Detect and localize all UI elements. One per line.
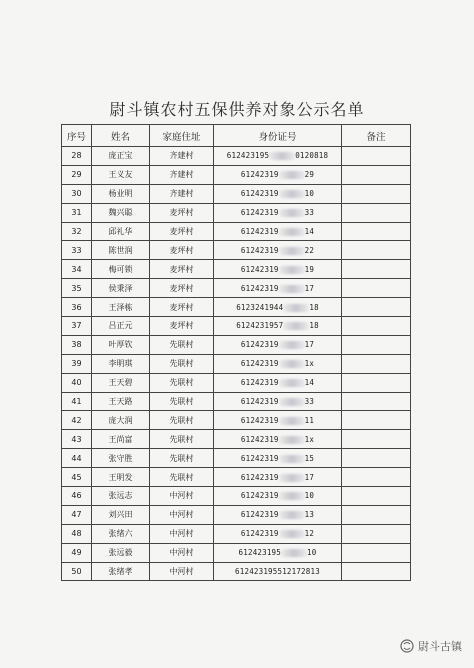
row-name: 魏兴聪 [92,203,150,222]
table-row [62,505,411,524]
id-suffix: 10 [304,491,315,501]
id-redaction-blur [279,398,305,406]
table-row [62,279,411,298]
id-prefix: 61242319 [240,397,279,407]
id-suffix: 19 [304,264,315,274]
id-suffix: 33 [304,208,315,218]
id-redaction-blur [279,360,305,368]
id-redaction-blur [269,152,295,160]
row-serial: 36 [62,298,92,317]
id-suffix: 11 [304,415,315,425]
table-body [62,147,411,581]
row-name: 张绪孝 [92,562,150,581]
id-prefix: 61242319 [240,415,279,425]
row-remarks [342,335,411,354]
watermark [400,638,462,654]
row-serial: 47 [62,505,92,524]
row-remarks [342,449,411,468]
row-address: 先联村 [150,335,214,354]
table-row [62,430,411,449]
id-redaction-blur [283,304,309,312]
row-name: 陈世润 [92,241,150,260]
page-title: 尉斗镇农村五保供养对象公示名单 [109,100,365,119]
table-row [62,203,411,222]
row-name: 张远志 [92,487,150,506]
header-serial: 序号 [62,125,92,147]
table-row [62,487,411,506]
id-redaction-blur [279,379,305,387]
row-address: 麦坪村 [150,241,214,260]
table-row [62,449,411,468]
header-remarks: 备注 [342,125,411,147]
row-remarks [342,147,411,166]
row-address: 齐建村 [150,184,214,203]
row-name: 梅可锁 [92,260,150,279]
row-remarks [342,241,411,260]
id-suffix: 15 [304,453,315,463]
row-address: 齐建村 [150,147,214,166]
row-serial: 35 [62,279,92,298]
row-remarks [342,260,411,279]
row-remarks [342,524,411,543]
table-row [62,147,411,166]
header-id-number: 身份证号 [214,125,342,147]
row-id-number [214,449,342,468]
id-redaction-blur [279,171,305,179]
row-name: 庞正宝 [92,147,150,166]
watermark-text: 尉斗古镇 [418,640,462,653]
row-name: 王明发 [92,468,150,487]
id-prefix: 612423195 [238,548,281,558]
row-address: 先联村 [150,392,214,411]
row-serial: 29 [62,165,92,184]
id-redaction-blur [279,266,305,274]
row-name: 王天碧 [92,373,150,392]
row-id-number [214,354,342,373]
row-address: 麦坪村 [150,279,214,298]
row-id-number [214,147,342,166]
row-remarks [342,354,411,373]
row-serial: 50 [62,562,92,581]
wechat-channel-icon [400,639,414,653]
table-row [62,562,411,581]
row-id-number [214,373,342,392]
id-redaction-blur [283,322,309,330]
row-remarks [342,165,411,184]
row-id-number [214,562,342,581]
row-remarks [342,505,411,524]
table-row [62,165,411,184]
table-row [62,543,411,562]
id-prefix: 61242319 [240,227,279,236]
row-serial: 33 [62,241,92,260]
row-serial: 30 [62,184,92,203]
id-redaction-blur [279,417,305,425]
id-redaction-blur [279,341,305,349]
id-suffix: 22 [304,245,315,255]
id-prefix: 61242319 [240,359,279,369]
row-id-number [214,241,342,260]
row-id-number [214,524,342,543]
id-prefix: 612423195512172813 [235,567,320,577]
table-row [62,354,411,373]
row-serial: 38 [62,335,92,354]
table-row [62,241,411,260]
id-suffix: 13 [304,510,315,520]
id-suffix: 18 [309,302,319,312]
row-serial: 41 [62,392,92,411]
row-name: 杨业明 [92,184,150,203]
row-remarks [342,298,411,317]
row-name: 王天路 [92,392,150,411]
id-suffix: 18 [309,321,319,331]
row-remarks [342,317,411,336]
row-address: 先联村 [150,430,214,449]
row-serial: 43 [62,430,92,449]
row-name: 邱礼华 [92,222,150,241]
id-redaction-blur [279,511,305,519]
row-name: 王义友 [92,165,150,184]
table-row [62,468,411,487]
id-redaction-blur [279,247,305,255]
id-suffix: 29 [304,170,315,180]
row-id-number [214,468,342,487]
row-address: 麦坪村 [150,317,214,336]
id-suffix: 10 [304,189,315,199]
row-address: 先联村 [150,354,214,373]
id-redaction-blur [279,228,305,236]
row-address: 先联村 [150,449,214,468]
id-redaction-blur [279,455,305,463]
row-name: 刘兴田 [92,505,150,524]
row-remarks [342,543,411,562]
table-row [62,184,411,203]
row-name: 李明琪 [92,354,150,373]
row-serial: 32 [62,222,92,241]
row-remarks [342,184,411,203]
row-name: 叶厚钦 [92,335,150,354]
row-serial: 46 [62,487,92,506]
row-id-number [214,392,342,411]
row-serial: 37 [62,317,92,336]
row-serial: 42 [62,411,92,430]
row-address: 先联村 [150,468,214,487]
row-id-number [214,165,342,184]
id-prefix: 61242319 [240,529,279,539]
table-row [62,392,411,411]
id-prefix: 61242319 [240,208,279,218]
id-suffix: 14 [304,227,315,236]
row-id-number [214,335,342,354]
id-suffix: 17 [304,340,315,350]
row-id-number [214,298,342,317]
id-prefix: 61242319 [240,491,279,501]
id-prefix: 61242319 [240,472,279,482]
id-suffix: 1x [304,434,315,444]
row-address: 麦坪村 [150,298,214,317]
table-row [62,222,411,241]
row-id-number [214,203,342,222]
row-name: 王泽栋 [92,298,150,317]
row-name: 张守胜 [92,449,150,468]
row-address: 先联村 [150,373,214,392]
table-row [62,524,411,543]
row-id-number [214,184,342,203]
table-row [62,298,411,317]
row-address: 中河村 [150,505,214,524]
row-name: 吕正元 [92,317,150,336]
table-row [62,411,411,430]
id-prefix: 61242319 [240,245,279,255]
id-suffix: 14 [304,378,315,388]
row-id-number [214,543,342,562]
row-address: 中河村 [150,562,214,581]
row-address: 中河村 [150,524,214,543]
id-redaction-blur [279,530,305,538]
row-address: 先联村 [150,411,214,430]
row-remarks [342,562,411,581]
id-redaction-blur [279,474,305,482]
row-id-number [214,430,342,449]
row-id-number [214,317,342,336]
row-remarks [342,430,411,449]
row-remarks [342,487,411,506]
row-remarks [342,392,411,411]
id-prefix: 61242319 [240,283,279,293]
row-id-number [214,222,342,241]
id-redaction-blur [279,190,305,198]
id-prefix: 61242319 [240,189,279,199]
row-serial: 48 [62,524,92,543]
row-address: 麦坪村 [150,203,214,222]
row-serial: 45 [62,468,92,487]
row-remarks [342,468,411,487]
header-address: 家庭住址 [150,125,214,147]
id-suffix: 0120818 [295,151,329,161]
id-suffix: 33 [304,397,315,407]
id-suffix: 17 [304,472,315,482]
row-id-number [214,260,342,279]
id-prefix: 6123241944 [236,302,284,312]
row-address: 中河村 [150,543,214,562]
row-id-number [214,279,342,298]
id-redaction-blur [279,209,305,217]
table-header-row [62,125,411,147]
id-prefix: 61242319 [240,378,279,388]
row-address: 麦坪村 [150,260,214,279]
id-suffix: 17 [304,283,315,293]
table-row [62,317,411,336]
row-name: 张绪六 [92,524,150,543]
id-prefix: 61242319 [240,264,279,274]
id-prefix: 61242319 [240,510,279,520]
id-redaction-blur [281,549,307,557]
id-suffix: 10 [307,548,317,558]
row-id-number [214,411,342,430]
row-id-number [214,487,342,506]
row-serial: 44 [62,449,92,468]
row-name: 侯秉泽 [92,279,150,298]
row-remarks [342,373,411,392]
id-redaction-blur [279,436,305,444]
row-address: 麦坪村 [150,222,214,241]
id-suffix: 12 [304,529,315,539]
row-name: 王尚富 [92,430,150,449]
row-serial: 28 [62,147,92,166]
id-suffix: 1x [304,359,315,369]
row-address: 中河村 [150,487,214,506]
table-row [62,335,411,354]
row-serial: 49 [62,543,92,562]
id-prefix: 61242319 [240,170,279,180]
beneficiary-table [61,124,411,581]
row-id-number [214,505,342,524]
id-prefix: 61242319 [240,340,279,350]
row-name: 庞大润 [92,411,150,430]
row-serial: 31 [62,203,92,222]
row-remarks [342,222,411,241]
header-name: 姓名 [92,125,150,147]
row-address: 齐建村 [150,165,214,184]
id-prefix: 612423195 [226,151,270,161]
row-name: 张远毅 [92,543,150,562]
id-prefix: 61242319 [240,434,279,444]
row-serial: 34 [62,260,92,279]
row-remarks [342,411,411,430]
row-serial: 40 [62,373,92,392]
table-row [62,260,411,279]
id-redaction-blur [279,492,305,500]
id-prefix: 6124231957 [236,321,284,331]
id-prefix: 61242319 [240,453,279,463]
row-remarks [342,279,411,298]
table-row [62,373,411,392]
row-remarks [342,203,411,222]
id-redaction-blur [279,285,305,293]
row-serial: 39 [62,354,92,373]
